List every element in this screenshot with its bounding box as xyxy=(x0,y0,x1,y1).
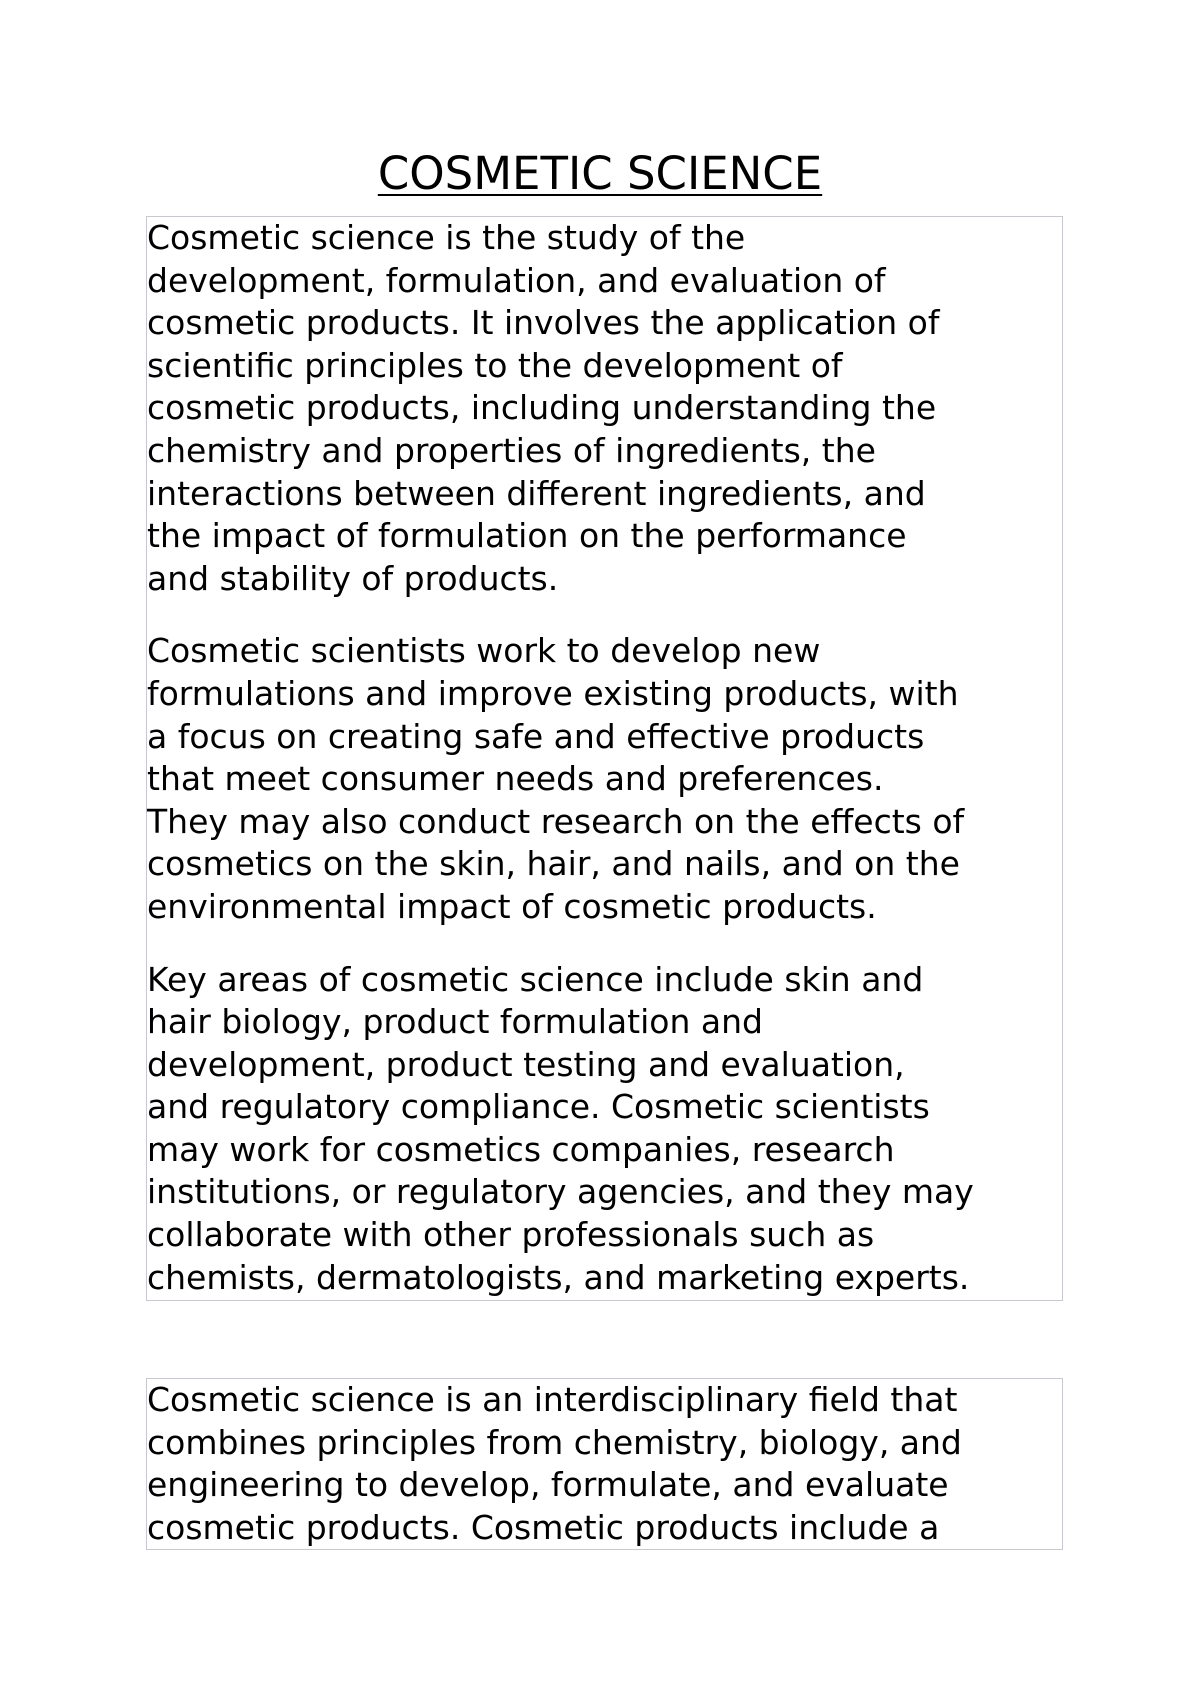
text-line: collaborate with other professionals such as xyxy=(147,1215,875,1255)
paragraph-definition xyxy=(147,217,1062,600)
text-box-main xyxy=(146,216,1063,1301)
page-title-text: COSMETIC SCIENCE xyxy=(377,147,823,200)
paragraph-interdisciplinary xyxy=(147,1379,1062,1549)
text-line: Key areas of cosmetic science include skin and xyxy=(147,959,924,999)
text-line: that meet consumer needs and preferences. xyxy=(147,759,884,799)
text-line: development, product testing and evaluation, xyxy=(147,1044,905,1084)
text-line: engineering to develop, formulate, and evaluate xyxy=(147,1465,949,1505)
text-line: development, formulation, and evaluation of xyxy=(147,260,886,300)
text-line: cosmetic products, including understanding the xyxy=(147,388,937,428)
text-line: scientific principles to the development of xyxy=(147,345,843,385)
text-line: and regulatory compliance. Cosmetic scientists xyxy=(147,1087,930,1127)
text-line: environmental impact of cosmetic products. xyxy=(147,886,877,926)
text-line: chemistry and properties of ingredients, the xyxy=(147,430,876,470)
text-line: Cosmetic science is the study of the xyxy=(147,218,746,257)
text-line: They may also conduct research on the effects of xyxy=(147,801,965,841)
text-line: and stability of products. xyxy=(147,558,559,598)
text-line: a focus on creating safe and effective products xyxy=(147,716,925,756)
text-line: chemists, dermatologists, and marketing experts. xyxy=(147,1257,970,1297)
text-line: Cosmetic scientists work to develop new xyxy=(147,631,821,671)
text-line: institutions, or regulatory agencies, and they may xyxy=(147,1172,974,1212)
text-line: combines principles from chemistry, biology, and xyxy=(147,1422,962,1462)
paragraph-scientists-work xyxy=(147,630,1062,928)
paragraph-key-areas xyxy=(147,959,1062,1300)
text-box-secondary xyxy=(146,1378,1063,1550)
text-line: cosmetic products. Cosmetic products include a xyxy=(147,1507,940,1547)
text-line: interactions between different ingredients, and xyxy=(147,473,926,513)
text-line: formulations and improve existing products, with xyxy=(147,673,959,713)
text-line: cosmetics on the skin, hair, and nails, and on the xyxy=(147,844,960,884)
text-line: Cosmetic science is an interdisciplinary field that xyxy=(147,1380,958,1419)
text-line: hair biology, product formulation and xyxy=(147,1002,763,1042)
text-line: may work for cosmetics companies, research xyxy=(147,1129,895,1169)
text-line: cosmetic products. It involves the application of xyxy=(147,303,940,343)
page-title xyxy=(0,146,1200,202)
text-line: the impact of formulation on the performance xyxy=(147,516,907,556)
